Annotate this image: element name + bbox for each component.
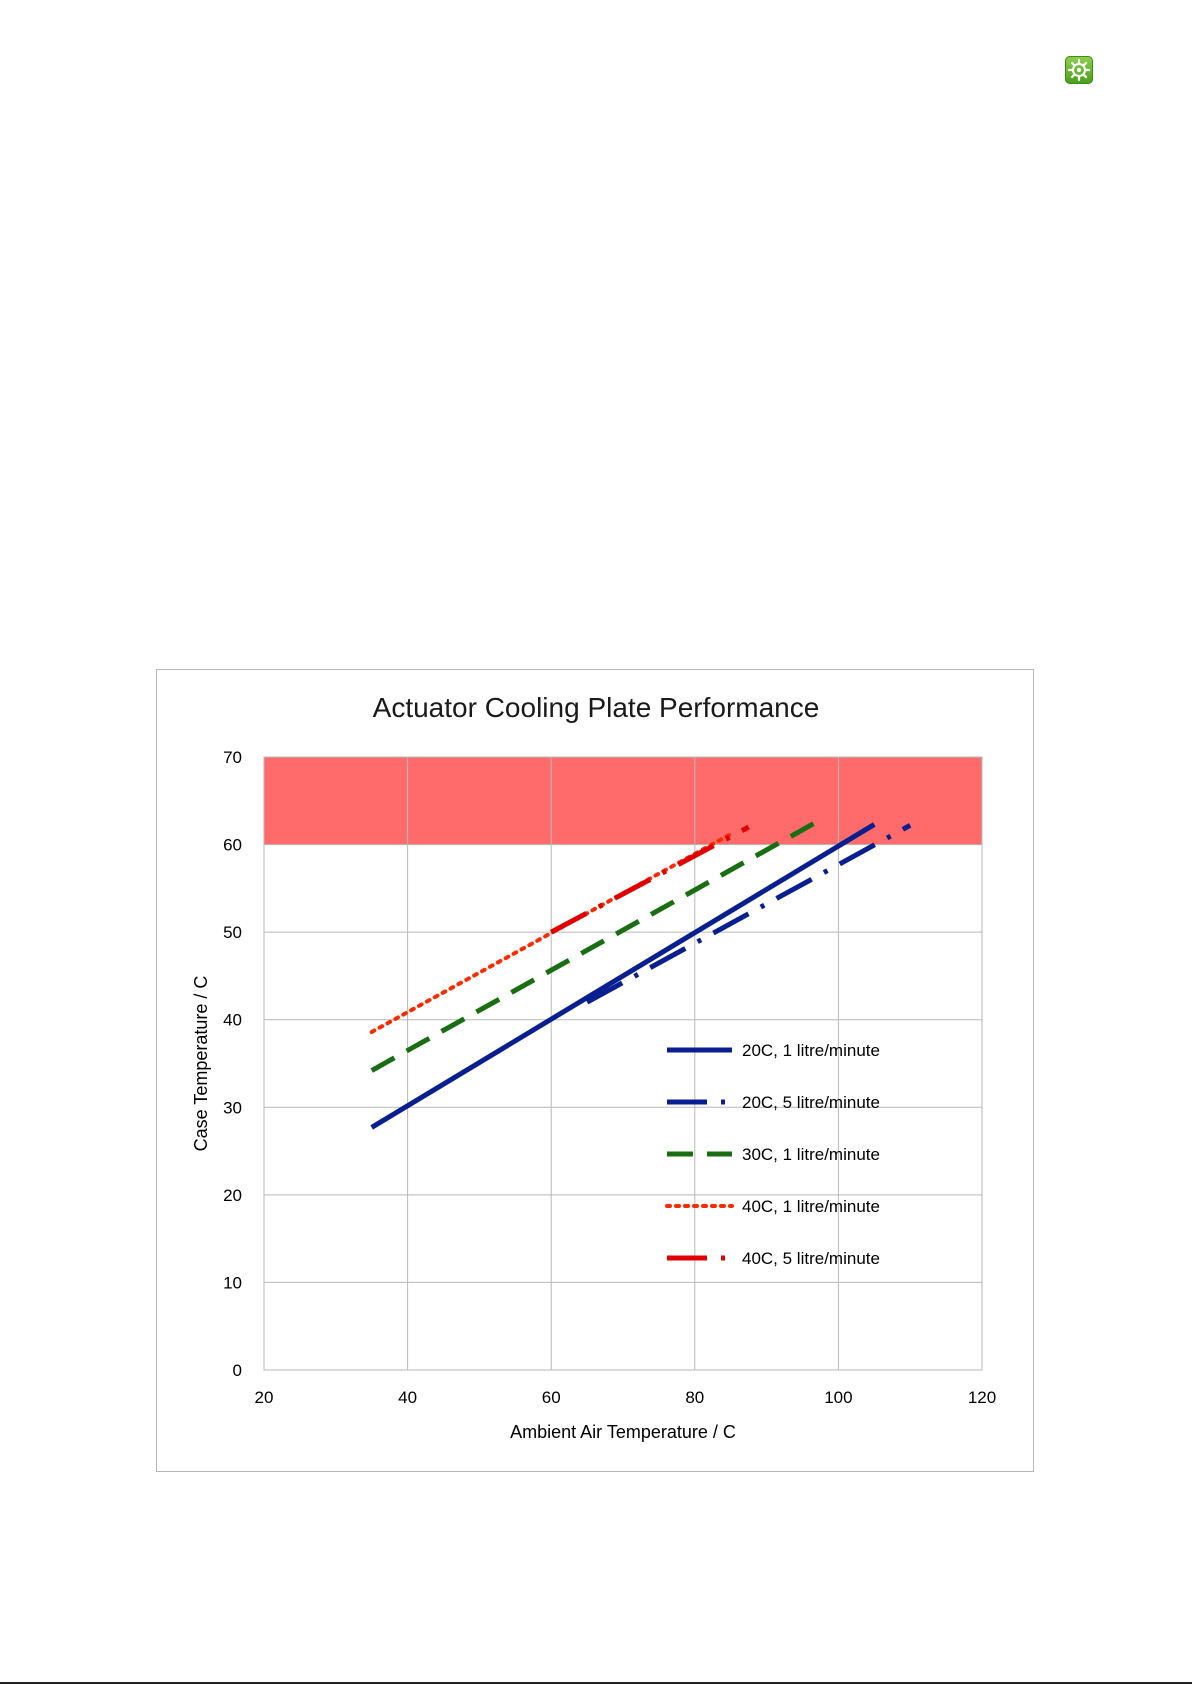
x-tick-label: 40 <box>398 1388 418 1407</box>
line-chart <box>157 670 1035 1473</box>
y-tick-label: 70 <box>223 748 242 767</box>
y-tick-label: 30 <box>223 1098 242 1118</box>
x-axis-label: Ambient Air Temperature / C <box>510 1422 736 1442</box>
y-tick-label: 20 <box>223 1185 242 1205</box>
limit-band <box>264 757 982 845</box>
chart-frame <box>156 669 1034 1472</box>
x-tick-label: 120 <box>967 1388 997 1407</box>
y-axis-label: Case Temperature / C <box>191 975 211 1152</box>
y-tick-label: 50 <box>223 923 242 943</box>
y-tick-label: 60 <box>223 835 242 855</box>
gear-badge-icon <box>1065 56 1093 84</box>
x-tick-label: 80 <box>685 1388 705 1407</box>
legend-label-1: 20C, 1 litre/minute <box>742 1041 880 1060</box>
legend-label-2: 20C, 5 litre/minute <box>742 1093 880 1112</box>
y-tick-label: 0 <box>232 1361 242 1380</box>
x-tick-label: 100 <box>824 1388 853 1407</box>
legend-label-4: 40C, 1 litre/minute <box>742 1197 880 1216</box>
legend-label-5: 40C, 5 litre/minute <box>742 1249 880 1268</box>
chart-title: Actuator Cooling Plate Performance <box>372 692 820 723</box>
page-bottom-rule <box>0 1682 1192 1684</box>
legend-label-3: 30C, 1 litre/minute <box>742 1145 880 1164</box>
plot-area <box>264 757 982 1370</box>
y-tick-label: 10 <box>223 1273 242 1293</box>
x-tick-label: 60 <box>541 1388 561 1407</box>
x-tick-label: 20 <box>254 1388 274 1407</box>
y-tick-label: 40 <box>223 1010 242 1030</box>
